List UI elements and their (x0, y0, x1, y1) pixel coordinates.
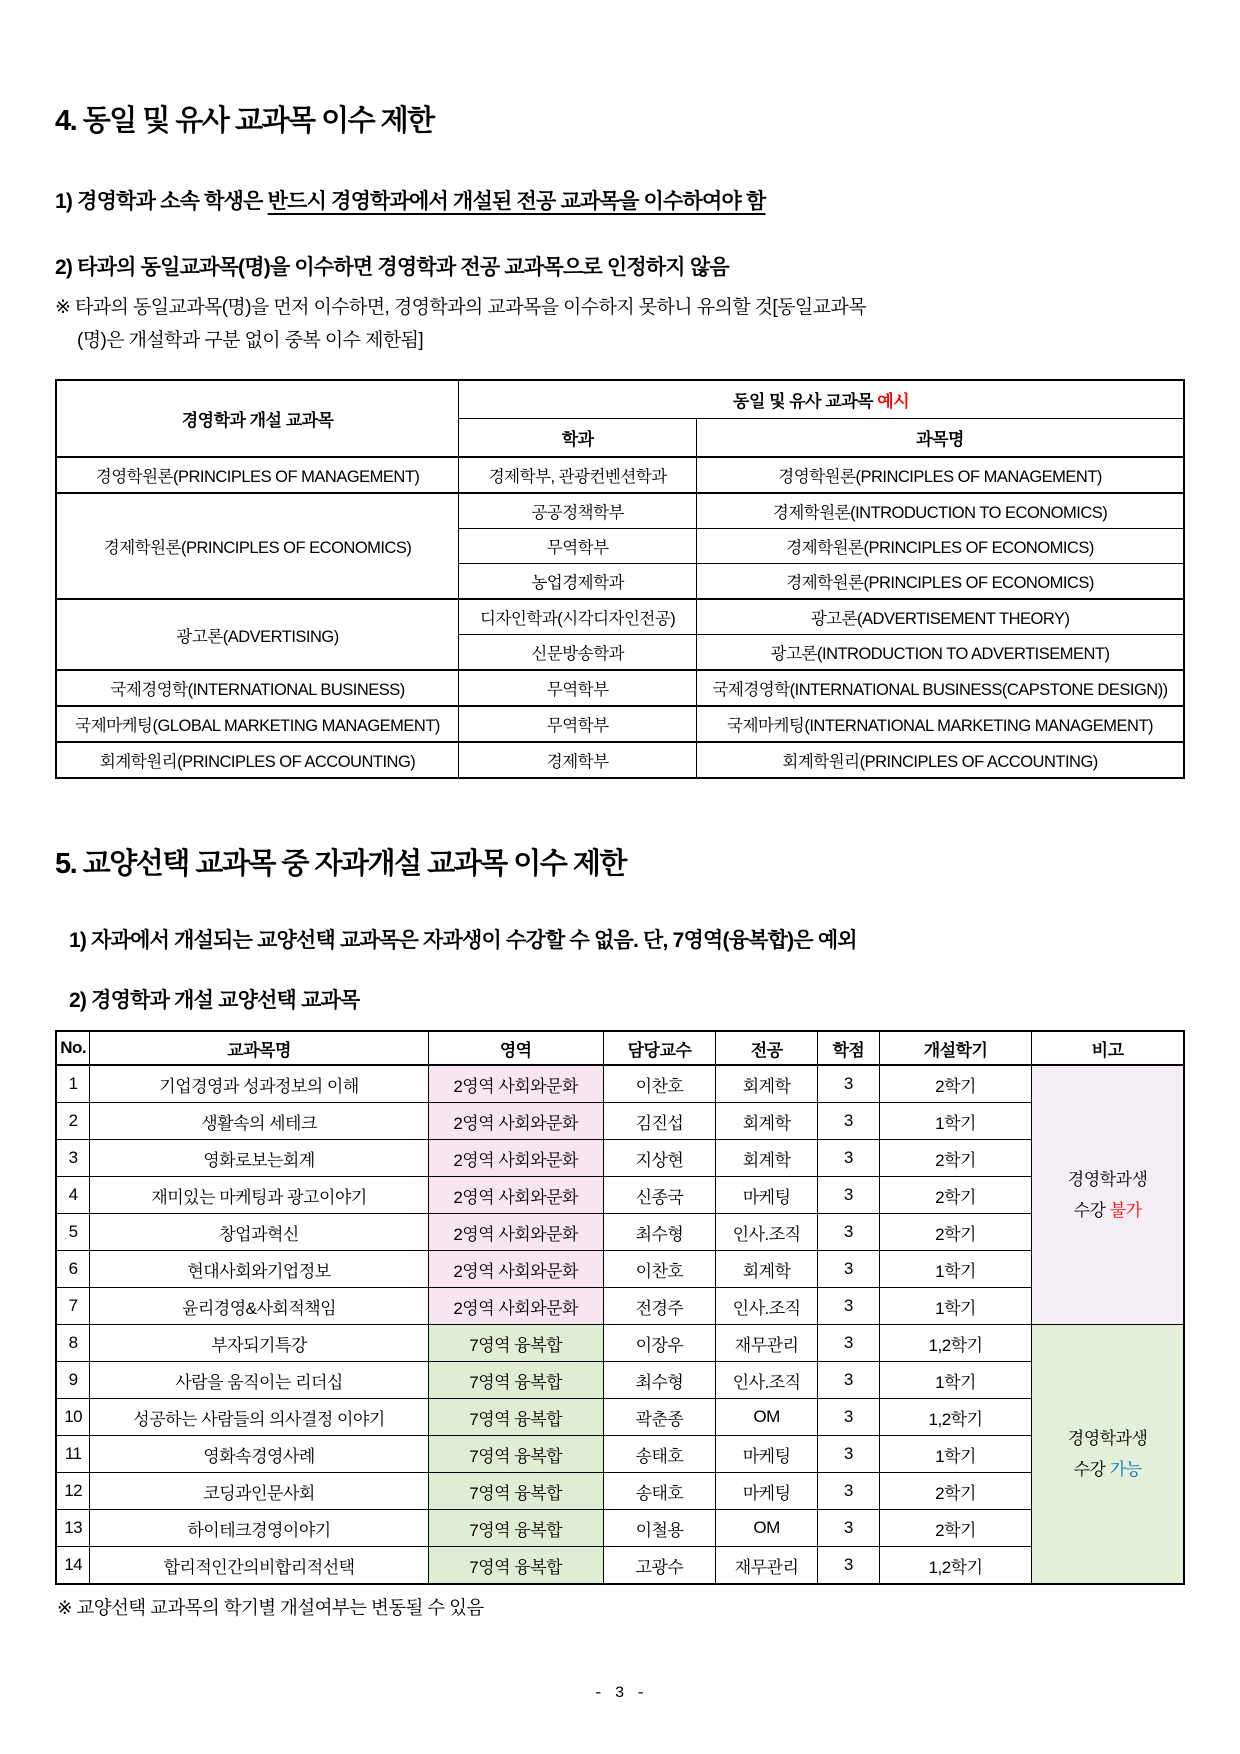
course-name-cell: 성공하는 사람들의 의사결정 이야기 (90, 1399, 428, 1436)
major-cell: 인사.조직 (716, 1214, 818, 1251)
no-cell: 3 (56, 1140, 90, 1177)
table-row (56, 1288, 1184, 1325)
course-name-cell: 재미있는 마케팅과 광고이야기 (90, 1177, 428, 1214)
remark-line1: 경영학과생 (1067, 1170, 1148, 1189)
header-subject-name: 과목명 (697, 419, 1184, 458)
dept-cell: 농업경제학과 (459, 564, 697, 600)
professor-cell: 지상현 (603, 1140, 716, 1177)
no-cell: 4 (56, 1177, 90, 1214)
table-row (56, 1547, 1184, 1585)
semester-cell: 1,2학기 (879, 1325, 1031, 1362)
semester-cell: 1학기 (879, 1251, 1031, 1288)
no-cell: 8 (56, 1325, 90, 1362)
credits-cell: 3 (817, 1547, 879, 1585)
header-department: 학과 (459, 419, 697, 458)
major-cell: 마케팅 (716, 1436, 818, 1473)
area-cell: 2영역 사회와문화 (428, 1103, 603, 1140)
major-cell: OM (716, 1510, 818, 1547)
header-professor: 담당교수 (603, 1031, 716, 1065)
table-row (56, 1103, 1184, 1140)
course-name-cell: 코딩과인문사회 (90, 1473, 428, 1510)
credits-cell: 3 (817, 1103, 879, 1140)
dept-cell: 디자인학과(시각디자인전공) (459, 599, 697, 635)
remark-line1: 경영학과생 (1067, 1429, 1148, 1448)
semester-cell: 2학기 (879, 1510, 1031, 1547)
course-name-cell: 영화로보는회계 (90, 1140, 428, 1177)
no-cell: 7 (56, 1288, 90, 1325)
course-name-cell: 현대사회와기업정보 (90, 1251, 428, 1288)
similar-courses-table (55, 379, 1185, 779)
no-cell: 14 (56, 1547, 90, 1585)
no-cell: 9 (56, 1362, 90, 1399)
area-cell: 7영역 융복합 (428, 1473, 603, 1510)
header-no: No. (56, 1031, 90, 1065)
area-cell: 7영역 융복합 (428, 1325, 603, 1362)
course-name-cell: 부자되기특강 (90, 1325, 428, 1362)
credits-cell: 3 (817, 1214, 879, 1251)
table-row (56, 1362, 1184, 1399)
course-name-cell: 영화속경영사례 (90, 1436, 428, 1473)
no-cell: 12 (56, 1473, 90, 1510)
page-number: - 3 - (593, 1684, 647, 1702)
section4-title: 4. 동일 및 유사 교과목 이수 제한 (55, 105, 434, 137)
section4-item1-underlined-text: 반드시 경영학과에서 개설된 전공 교과목을 이수하여야 함 (267, 190, 766, 213)
table-header-row (56, 1031, 1184, 1065)
section5-item2: 2) 경영학과 개설 교양선택 교과목 (69, 989, 360, 1012)
subject-cell: 광고론(INTRODUCTION TO ADVERTISEMENT) (697, 635, 1184, 671)
no-cell: 5 (56, 1214, 90, 1251)
area-cell: 2영역 사회와문화 (428, 1065, 603, 1103)
table-footnote: ※ 교양선택 교과목의 학기별 개설여부는 변동될 수 있음 (57, 1597, 484, 1618)
area-cell: 7영역 융복합 (428, 1362, 603, 1399)
course-name-cell: 생활속의 세테크 (90, 1103, 428, 1140)
course-cell: 광고론(ADVERTISING) (56, 599, 459, 670)
professor-cell: 곽춘종 (603, 1399, 716, 1436)
table-row (56, 670, 1184, 706)
course-cell: 경영학원론(PRINCIPLES OF MANAGEMENT) (56, 457, 459, 493)
table-row (56, 1325, 1184, 1362)
course-cell: 회계학원리(PRINCIPLES OF ACCOUNTING) (56, 742, 459, 778)
section5-item1: 1) 자과에서 개설되는 교양선택 교과목은 자과생이 수강할 수 없음. 단, 7영역(융복합)은 예외 (69, 929, 857, 952)
credits-cell: 3 (817, 1362, 879, 1399)
professor-cell: 최수형 (603, 1214, 716, 1251)
semester-cell: 1,2학기 (879, 1547, 1031, 1585)
no-cell: 1 (56, 1065, 90, 1103)
allowed-label: 가능 (1109, 1460, 1142, 1479)
no-cell: 11 (56, 1436, 90, 1473)
header-semester: 개설학기 (879, 1031, 1031, 1065)
area-cell: 2영역 사회와문화 (428, 1140, 603, 1177)
section4-item1 (55, 185, 1185, 215)
credits-cell: 3 (817, 1436, 879, 1473)
course-name-cell: 창업과혁신 (90, 1214, 428, 1251)
professor-cell: 이찬호 (603, 1065, 716, 1103)
professor-cell: 이찬호 (603, 1251, 716, 1288)
table-row (56, 457, 1184, 493)
header-area: 영역 (428, 1031, 603, 1065)
course-cell: 국제마케팅(GLOBAL MARKETING MANAGEMENT) (56, 706, 459, 742)
area-cell: 7영역 융복합 (428, 1436, 603, 1473)
section5-title: 5. 교양선택 교과목 중 자과개설 교과목 이수 제한 (55, 848, 626, 880)
table-row (56, 1436, 1184, 1473)
header-credits: 학점 (817, 1031, 879, 1065)
section4-note-line1: ※ 타과의 동일교과목(명)을 먼저 이수하면, 경영학과의 교과목을 이수하지 못하니 유의할 것[동일교과목 (55, 297, 866, 318)
remark-allowed-cell (1032, 1325, 1184, 1585)
dept-cell: 공공정책학부 (459, 493, 697, 529)
dept-cell: 무역학부 (459, 529, 697, 564)
section4-note-line2: (명)은 개설학과 구분 없이 중복 이수 제한됨] (77, 330, 424, 351)
section4-item2: 2) 타과의 동일교과목(명)을 이수하면 경영학과 전공 교과목으로 인정하지 않음 (55, 256, 729, 279)
table-row (56, 1399, 1184, 1436)
area-cell: 2영역 사회와문화 (428, 1288, 603, 1325)
table-row (56, 1251, 1184, 1288)
course-name-cell: 합리적인간의비합리적선택 (90, 1547, 428, 1585)
table-row (56, 1065, 1184, 1103)
credits-cell: 3 (817, 1177, 879, 1214)
no-cell: 6 (56, 1251, 90, 1288)
area-cell: 2영역 사회와문화 (428, 1177, 603, 1214)
subject-cell: 국제마케팅(INTERNATIONAL MARKETING MANAGEMENT) (697, 706, 1184, 742)
major-cell: 회계학 (716, 1065, 818, 1103)
subject-cell: 경제학원론(INTRODUCTION TO ECONOMICS) (697, 493, 1184, 529)
example-label: 예시 (877, 392, 910, 411)
major-cell: 인사.조직 (716, 1288, 818, 1325)
remark-line2-prefix: 수강 (1073, 1460, 1110, 1479)
credits-cell: 3 (817, 1251, 879, 1288)
subject-cell: 경영학원론(PRINCIPLES OF MANAGEMENT) (697, 457, 1184, 493)
dept-cell: 무역학부 (459, 706, 697, 742)
table-header-row (56, 380, 1184, 419)
header-course-name: 교과목명 (90, 1031, 428, 1065)
table-row (56, 493, 1184, 529)
course-name-cell: 윤리경영&사회적책임 (90, 1288, 428, 1325)
table-row (56, 1214, 1184, 1251)
course-name-cell: 사람을 움직이는 리더십 (90, 1362, 428, 1399)
major-cell: 인사.조직 (716, 1362, 818, 1399)
major-cell: 회계학 (716, 1251, 818, 1288)
semester-cell: 1학기 (879, 1362, 1031, 1399)
subject-cell: 경제학원론(PRINCIPLES OF ECONOMICS) (697, 529, 1184, 564)
table-row (56, 1510, 1184, 1547)
remark-restricted-cell (1032, 1065, 1184, 1325)
area-cell: 7영역 융복합 (428, 1547, 603, 1585)
not-allowed-label: 불가 (1109, 1201, 1142, 1220)
header-major: 전공 (716, 1031, 818, 1065)
dept-cell: 경제학부 (459, 742, 697, 778)
subject-cell: 회계학원리(PRINCIPLES OF ACCOUNTING) (697, 742, 1184, 778)
no-cell: 13 (56, 1510, 90, 1547)
area-cell: 7영역 융복합 (428, 1510, 603, 1547)
semester-cell: 2학기 (879, 1065, 1031, 1103)
semester-cell: 2학기 (879, 1177, 1031, 1214)
header-similar-prefix: 동일 및 유사 교과목 (733, 392, 878, 411)
table-row (56, 1473, 1184, 1510)
section4-item1-prefix: 1) 경영학과 소속 학생은 (55, 190, 268, 213)
professor-cell: 고광수 (603, 1547, 716, 1585)
credits-cell: 3 (817, 1510, 879, 1547)
credits-cell: 3 (817, 1140, 879, 1177)
professor-cell: 송태호 (603, 1436, 716, 1473)
professor-cell: 김진섭 (603, 1103, 716, 1140)
dept-cell: 신문방송학과 (459, 635, 697, 671)
credits-cell: 3 (817, 1325, 879, 1362)
table-row (56, 1177, 1184, 1214)
table-row (56, 599, 1184, 635)
semester-cell: 1학기 (879, 1103, 1031, 1140)
credits-cell: 3 (817, 1473, 879, 1510)
professor-cell: 이철용 (603, 1510, 716, 1547)
course-name-cell: 하이테크경영이야기 (90, 1510, 428, 1547)
area-cell: 2영역 사회와문화 (428, 1251, 603, 1288)
semester-cell: 1학기 (879, 1436, 1031, 1473)
course-name-cell: 기업경영과 성과정보의 이해 (90, 1065, 428, 1103)
no-cell: 10 (56, 1399, 90, 1436)
semester-cell: 2학기 (879, 1140, 1031, 1177)
major-cell: 회계학 (716, 1103, 818, 1140)
table-row (56, 1140, 1184, 1177)
subject-cell: 경제학원론(PRINCIPLES OF ECONOMICS) (697, 564, 1184, 600)
dept-cell: 경제학부, 관광컨벤션학과 (459, 457, 697, 493)
table-row (56, 742, 1184, 778)
professor-cell: 신종국 (603, 1177, 716, 1214)
table-row (56, 706, 1184, 742)
semester-cell: 1학기 (879, 1288, 1031, 1325)
major-cell: 재무관리 (716, 1547, 818, 1585)
dept-cell: 무역학부 (459, 670, 697, 706)
section4-note (55, 291, 1185, 357)
major-cell: OM (716, 1399, 818, 1436)
liberal-arts-courses-table (55, 1030, 1185, 1585)
major-cell: 회계학 (716, 1140, 818, 1177)
course-cell: 경제학원론(PRINCIPLES OF ECONOMICS) (56, 493, 459, 599)
remark-line2-prefix: 수강 (1073, 1201, 1110, 1220)
subject-cell: 국제경영학(INTERNATIONAL BUSINESS(CAPSTONE DESIGN)) (697, 670, 1184, 706)
professor-cell: 최수형 (603, 1362, 716, 1399)
professor-cell: 이장우 (603, 1325, 716, 1362)
no-cell: 2 (56, 1103, 90, 1140)
semester-cell: 2학기 (879, 1473, 1031, 1510)
credits-cell: 3 (817, 1399, 879, 1436)
area-cell: 2영역 사회와문화 (428, 1214, 603, 1251)
course-cell: 국제경영학(INTERNATIONAL BUSINESS) (56, 670, 459, 706)
semester-cell: 2학기 (879, 1214, 1031, 1251)
header-similar-courses-group (459, 380, 1184, 419)
credits-cell: 3 (817, 1288, 879, 1325)
major-cell: 재무관리 (716, 1325, 818, 1362)
header-remark: 비고 (1032, 1031, 1184, 1065)
area-cell: 7영역 융복합 (428, 1399, 603, 1436)
professor-cell: 송태호 (603, 1473, 716, 1510)
major-cell: 마케팅 (716, 1177, 818, 1214)
semester-cell: 1,2학기 (879, 1399, 1031, 1436)
professor-cell: 전경주 (603, 1288, 716, 1325)
major-cell: 마케팅 (716, 1473, 818, 1510)
credits-cell: 3 (817, 1065, 879, 1103)
header-offered-courses: 경영학과 개설 교과목 (56, 380, 459, 457)
subject-cell: 광고론(ADVERTISEMENT THEORY) (697, 599, 1184, 635)
